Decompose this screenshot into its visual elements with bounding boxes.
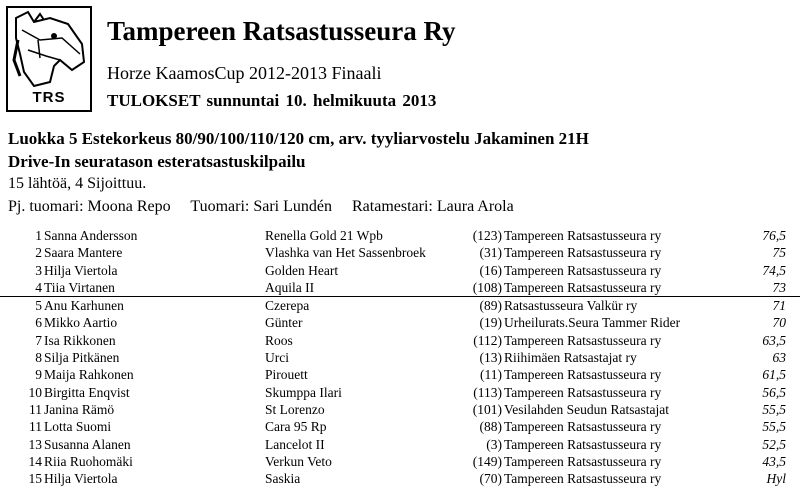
score: 52,5 <box>762 436 786 452</box>
result-row <box>0 470 800 487</box>
starters-count: 15 lähtöä, 4 Sijoittuu. <box>8 175 147 192</box>
score: 43,5 <box>762 453 786 469</box>
club-number: (31) <box>479 245 502 261</box>
rider-name: Lotta Suomi <box>44 419 112 435</box>
result-row <box>0 297 800 314</box>
club-name-cell: Riihimäen Ratsastajat ry <box>504 350 637 366</box>
score: 63,5 <box>762 332 786 348</box>
result-row <box>0 366 800 383</box>
rider-name: Hilja Viertola <box>44 471 118 487</box>
club-name-cell: Tampereen Ratsastusseura ry <box>504 332 662 348</box>
club-number: (108) <box>472 279 502 295</box>
horse-name: Lancelot II <box>265 436 325 452</box>
horse-name: Czerepa <box>265 298 310 314</box>
rider-name: Riia Ruohomäki <box>44 453 133 469</box>
score: Hyl <box>766 471 786 487</box>
officials-line <box>8 198 530 216</box>
rider-name: Janina Rämö <box>44 401 115 417</box>
rank: 11 <box>29 401 42 417</box>
club-logo <box>6 6 92 112</box>
club-name: Tampereen Ratsastusseura Ry <box>107 16 456 46</box>
score: 61,5 <box>762 367 786 383</box>
club-name-cell: Tampereen Ratsastusseura ry <box>504 228 662 243</box>
horse-name: Aquila II <box>265 279 315 295</box>
rank: 14 <box>28 453 42 469</box>
result-row <box>0 453 800 470</box>
club-name-cell: Tampereen Ratsastusseura ry <box>504 262 662 278</box>
result-row <box>0 262 800 279</box>
judge: Tuomari: Sari Lundén <box>190 198 332 215</box>
club-name-cell: Ratsastusseura Valkür ry <box>504 298 638 314</box>
rider-name: Isa Rikkonen <box>44 332 116 348</box>
horse-name: Verkun Veto <box>265 453 332 469</box>
results-date: TULOKSET sunnuntai 10. helmikuuta 2013 <box>107 91 437 110</box>
rank: 1 <box>35 228 42 243</box>
club-number: (149) <box>472 453 502 469</box>
score: 71 <box>772 298 786 314</box>
horse-name: Cara 95 Rp <box>265 419 327 435</box>
rider-name: Tiia Virtanen <box>44 279 115 295</box>
rider-name: Sanna Andersson <box>44 228 138 243</box>
club-name-cell: Tampereen Ratsastusseura ry <box>504 453 662 469</box>
horse-name: Saskia <box>265 471 301 487</box>
course-designer: Ratamestari: Laura Arola <box>352 198 514 215</box>
rider-name: Susanna Alanen <box>44 436 131 452</box>
horse-name: Golden Heart <box>265 262 339 278</box>
club-name-cell: Tampereen Ratsastusseura ry <box>504 367 662 383</box>
club-name-cell: Tampereen Ratsastusseura ry <box>504 245 662 261</box>
club-number: (112) <box>473 332 502 348</box>
rider-name: Mikko Aartio <box>44 315 118 331</box>
rider-name: Silja Pitkänen <box>44 350 120 366</box>
rank: 10 <box>28 384 42 400</box>
club-name-cell: Tampereen Ratsastusseura ry <box>504 419 662 435</box>
result-row <box>0 279 800 297</box>
club-name-cell: Tampereen Ratsastusseura ry <box>504 279 662 295</box>
horse-name: Vlashka van Het Sassenbroek <box>265 245 426 261</box>
rank: 2 <box>35 245 42 261</box>
score: 63 <box>772 350 786 366</box>
main-judge: Pj. tuomari: Moona Repo <box>8 198 171 215</box>
club-number: (123) <box>472 228 502 243</box>
horse-name: Roos <box>265 332 293 348</box>
competition-name: Drive-In seuratason esteratsastuskilpailu <box>8 152 306 171</box>
result-row <box>0 418 800 435</box>
club-name-cell: Urheilurats.Seura Tammer Rider <box>504 315 681 331</box>
horse-name: Skumppa Ilari <box>265 384 342 400</box>
result-row <box>0 384 800 401</box>
rank: 8 <box>35 350 42 366</box>
club-number: (88) <box>479 419 502 435</box>
club-number: (19) <box>479 315 502 331</box>
rank: 6 <box>35 315 42 331</box>
horse-name: Pirouett <box>265 367 308 383</box>
horse-name: Urci <box>265 350 289 366</box>
score: 76,5 <box>762 228 786 243</box>
result-row <box>0 349 800 366</box>
result-row <box>0 401 800 418</box>
club-number: (13) <box>479 350 502 366</box>
score: 55,5 <box>762 419 786 435</box>
club-number: (113) <box>473 384 502 400</box>
horse-head-icon <box>10 10 88 90</box>
rank: 9 <box>35 367 42 383</box>
club-name-cell: Tampereen Ratsastusseura ry <box>504 384 662 400</box>
horse-name: Günter <box>265 315 303 331</box>
horse-name: St Lorenzo <box>265 401 325 417</box>
rank: 3 <box>35 262 42 278</box>
club-number: (16) <box>479 262 502 278</box>
club-name-cell: Vesilahden Seudun Ratsastajat <box>504 401 669 417</box>
rank: 4 <box>35 279 42 295</box>
rider-name: Saara Mantere <box>44 245 123 261</box>
result-row <box>0 227 800 244</box>
result-row <box>0 436 800 453</box>
rider-name: Anu Karhunen <box>44 298 124 314</box>
club-number: (3) <box>486 436 502 452</box>
horse-name: Renella Gold 21 Wpb <box>265 228 383 243</box>
result-row <box>0 332 800 349</box>
result-row <box>0 244 800 261</box>
score: 75 <box>772 245 786 261</box>
logo-abbreviation: TRS <box>32 89 66 106</box>
rank: 11 <box>29 419 42 435</box>
rider-name: Hilja Viertola <box>44 262 118 278</box>
result-row <box>0 314 800 331</box>
results-list <box>0 227 800 487</box>
club-name-cell: Tampereen Ratsastusseura ry <box>504 436 662 452</box>
score: 74,5 <box>762 262 786 278</box>
club-name-cell: Tampereen Ratsastusseura ry <box>504 471 662 487</box>
score: 55,5 <box>762 401 786 417</box>
rank: 15 <box>28 471 42 487</box>
event-name: Horze KaamosCup 2012-2013 Finaali <box>107 63 382 83</box>
rank: 7 <box>35 332 42 348</box>
score: 56,5 <box>762 384 786 400</box>
club-number: (89) <box>479 298 502 314</box>
score: 73 <box>772 279 786 295</box>
score: 70 <box>772 315 786 331</box>
club-number: (70) <box>479 471 502 487</box>
club-number: (101) <box>472 401 502 417</box>
rider-name: Birgitta Enqvist <box>44 384 130 400</box>
class-title: Luokka 5 Estekorkeus 80/90/100/110/120 cm, arv. tyyliarvostelu Jakaminen 21H <box>8 129 589 148</box>
club-number: (11) <box>480 367 502 383</box>
rider-name: Maija Rahkonen <box>44 367 134 383</box>
rank: 5 <box>35 298 42 314</box>
rank: 13 <box>28 436 42 452</box>
